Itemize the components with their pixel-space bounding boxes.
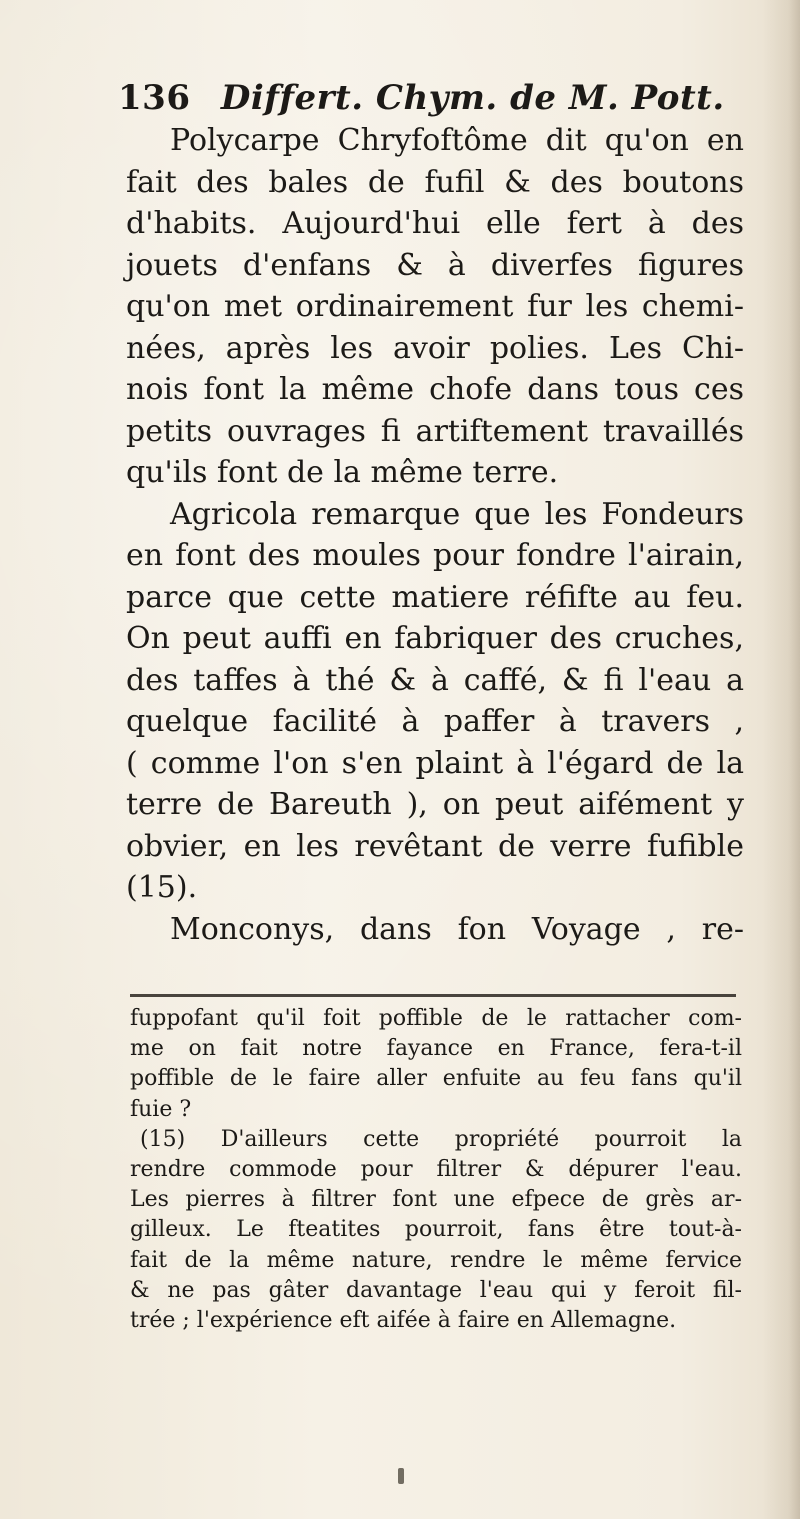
text-line: On peut auffi en fabriquer des cruches, (126, 621, 744, 656)
page-number: 136 (118, 78, 191, 118)
footnote-line: Les pierres à filtrer font une efpece de grès ar- (130, 1187, 742, 1213)
footnote-line: gilleux. Le fteatites pourroit, fans être tout-à- (130, 1217, 742, 1243)
footnote-reference-line: (15). (126, 870, 198, 905)
text-line: jouets d'enfans & à diverfes figures (126, 247, 744, 283)
text-line: Monconys, dans fon Voyage , re- (170, 911, 744, 947)
text-line: nées, après les avoir polies. Les Chi- (126, 330, 744, 366)
footnote-line: trée ; l'expérience eft aifée à faire en Allemagne. (130, 1307, 677, 1333)
text-line: Agricola remarque que les Fondeurs (170, 496, 744, 532)
text-line: Polycarpe Chryfoftôme dit qu'on en (170, 123, 744, 158)
text-line: ( comme l'on s'en plaint à l'égard de la (126, 745, 744, 781)
text-line: parce que cette matiere réfifte au feu. (126, 579, 744, 615)
footnote-line: me on fait notre fayance en France, fera-t-il (130, 1036, 742, 1062)
text-line: qu'on met ordinairement fur les chemi- (126, 289, 744, 324)
text-line: petits ouvrages fi artiftement travaillés (126, 413, 744, 449)
text-line: quelque facilité à paffer à travers , (126, 704, 744, 739)
footnote-line: fuie ? (130, 1096, 192, 1122)
text-line: d'habits. Aujourd'hui elle fert à des (126, 206, 744, 241)
text-line: en font des moules pour fondre l'airain, (126, 538, 744, 573)
running-title: Differt. Chym. de M. Pott. (220, 78, 725, 118)
text-line: qu'ils font de la même terre. (126, 455, 559, 490)
page-header (118, 78, 725, 118)
text-line: terre de Bareuth ), on peut aifément y (126, 787, 744, 822)
footnote-line: rendre commode pour filtrer & dépurer l'eau. (130, 1156, 742, 1182)
ink-mark (398, 1468, 404, 1484)
page-edge-shadow (762, 0, 800, 1519)
footnote-line: & ne pas gâter davantage l'eau qui y feroit fil- (130, 1277, 742, 1303)
text-line: fait des bales de fufil & des boutons (126, 164, 744, 200)
footnote-line: fuppofant qu'il foit poffible de le rattacher com- (130, 1006, 742, 1031)
text-line: nois font la même chofe dans tous ces (126, 372, 744, 407)
footnote-line: fait de la même nature, rendre le même fervice (130, 1247, 742, 1273)
main-text-block (126, 120, 744, 950)
footnotes-block (130, 1004, 742, 1336)
footnote-15-line: (15) D'ailleurs cette propriété pourroit la (140, 1126, 742, 1152)
footnote-divider (130, 994, 736, 997)
footnote-line: poffible de le faire aller enfuite au feu fans qu'il (130, 1066, 742, 1092)
text-line: des taffes à thé & à caffé, & fi l'eau a (126, 662, 744, 698)
text-line: obvier, en les revêtant de verre fufible (126, 828, 744, 864)
